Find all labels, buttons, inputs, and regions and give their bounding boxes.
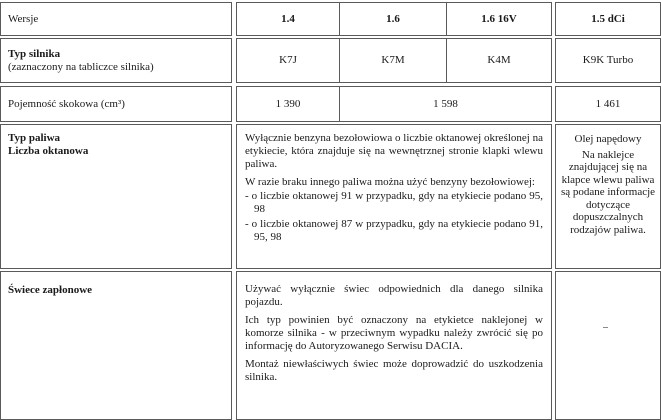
spark-text-cell [236,271,552,420]
version-1-4-cell [236,2,340,36]
fuel-diesel-cell [555,124,661,269]
version-1-6-16v-cell [446,2,552,36]
scan-speck [603,327,608,328]
fuel-petrol-para-1: Wyłącznie benzyna bezołowiowa o liczbie oktanowej określonej na etykiecie, która znajduje się na wewnętrznej stronie klapki wlewu paliwa. [245,132,543,170]
spark-label-cell [0,271,232,420]
displacement-1-6-cell [339,86,552,122]
list-item: - o liczbie oktanowej 87 w przypadku, gdy na etykiecie podano 91, 95, 98 [245,218,543,243]
version-1-5-dci: 1.5 dCi [591,12,625,25]
displacement-dci: 1 461 [595,97,621,110]
fuel-petrol-list [245,190,543,244]
fuel-petrol-cell [236,124,552,269]
displacement-label-cell [0,86,232,122]
engine-k4m: K4M [487,54,511,66]
octane-label: Liczba oktanowa [8,145,89,157]
version-1-6-cell [339,2,447,36]
versions-label-cell [0,2,232,36]
engine-k7m-cell [339,38,447,83]
fuel-label-cell [0,124,232,269]
spark-dci-cell [555,271,661,420]
diesel-text: Na naklejce znajdującej się na klapce wlewu paliwa są podane informacje dotyczące dopuszczalnych rodzajów paliwa. [560,148,656,236]
displacement-dci-cell [555,86,661,122]
version-1-6-16v: 1.6 16V [481,12,517,25]
list-item: - o liczbie oktanowej 91 w przypadku, gdy na etykiecie podano 95, 98 [245,190,543,215]
spark-para-3: Montaż niewłaściwych świec może doprowadzić do uszkodzenia silnika. [245,358,543,383]
engine-k7j: K7J [279,54,297,66]
engine-k4m-cell [446,38,552,83]
fuel-type-label: Typ paliwa [8,132,61,144]
version-1-4: 1.4 [281,12,295,25]
spark-plugs-label: Świece zapłonowe [8,284,93,296]
engine-k9k-cell [555,38,661,83]
diesel-title: Olej napędowy [574,133,642,145]
displacement-label: Pojemność skokowa (cm³) [8,97,125,110]
displacement-1-6: 1 598 [433,97,458,110]
spark-para-1: Używać wyłącznie świec odpowiednich dla danego silnika pojazdu. [245,283,543,308]
engine-type-label-cell [0,38,232,83]
displacement-1-4-cell [236,86,340,122]
engine-type-sublabel: (zaznaczony na tabliczce silnika) [8,60,154,73]
fuel-petrol-para-2: W razie braku innego paliwa można użyć benzyny bezołowiowej: [245,176,535,188]
version-1-5-dci-cell [555,2,661,36]
engine-k9k: K9K Turbo [582,54,634,66]
spark-para-2: Ich typ powinien być oznaczony na etykietce naklejonej w komorze silnika - w przeciwnym wypadku należy zwrócić się po informację do Autoryzowanego Serwisu DACIA. [245,314,543,352]
engine-k7m: K7M [381,54,405,66]
engine-type-label: Typ silnika [8,47,61,60]
displacement-1-4: 1 390 [275,97,301,110]
versions-label: Wersje [8,12,39,25]
version-1-6: 1.6 [386,12,400,25]
engine-k7j-cell [236,38,340,83]
